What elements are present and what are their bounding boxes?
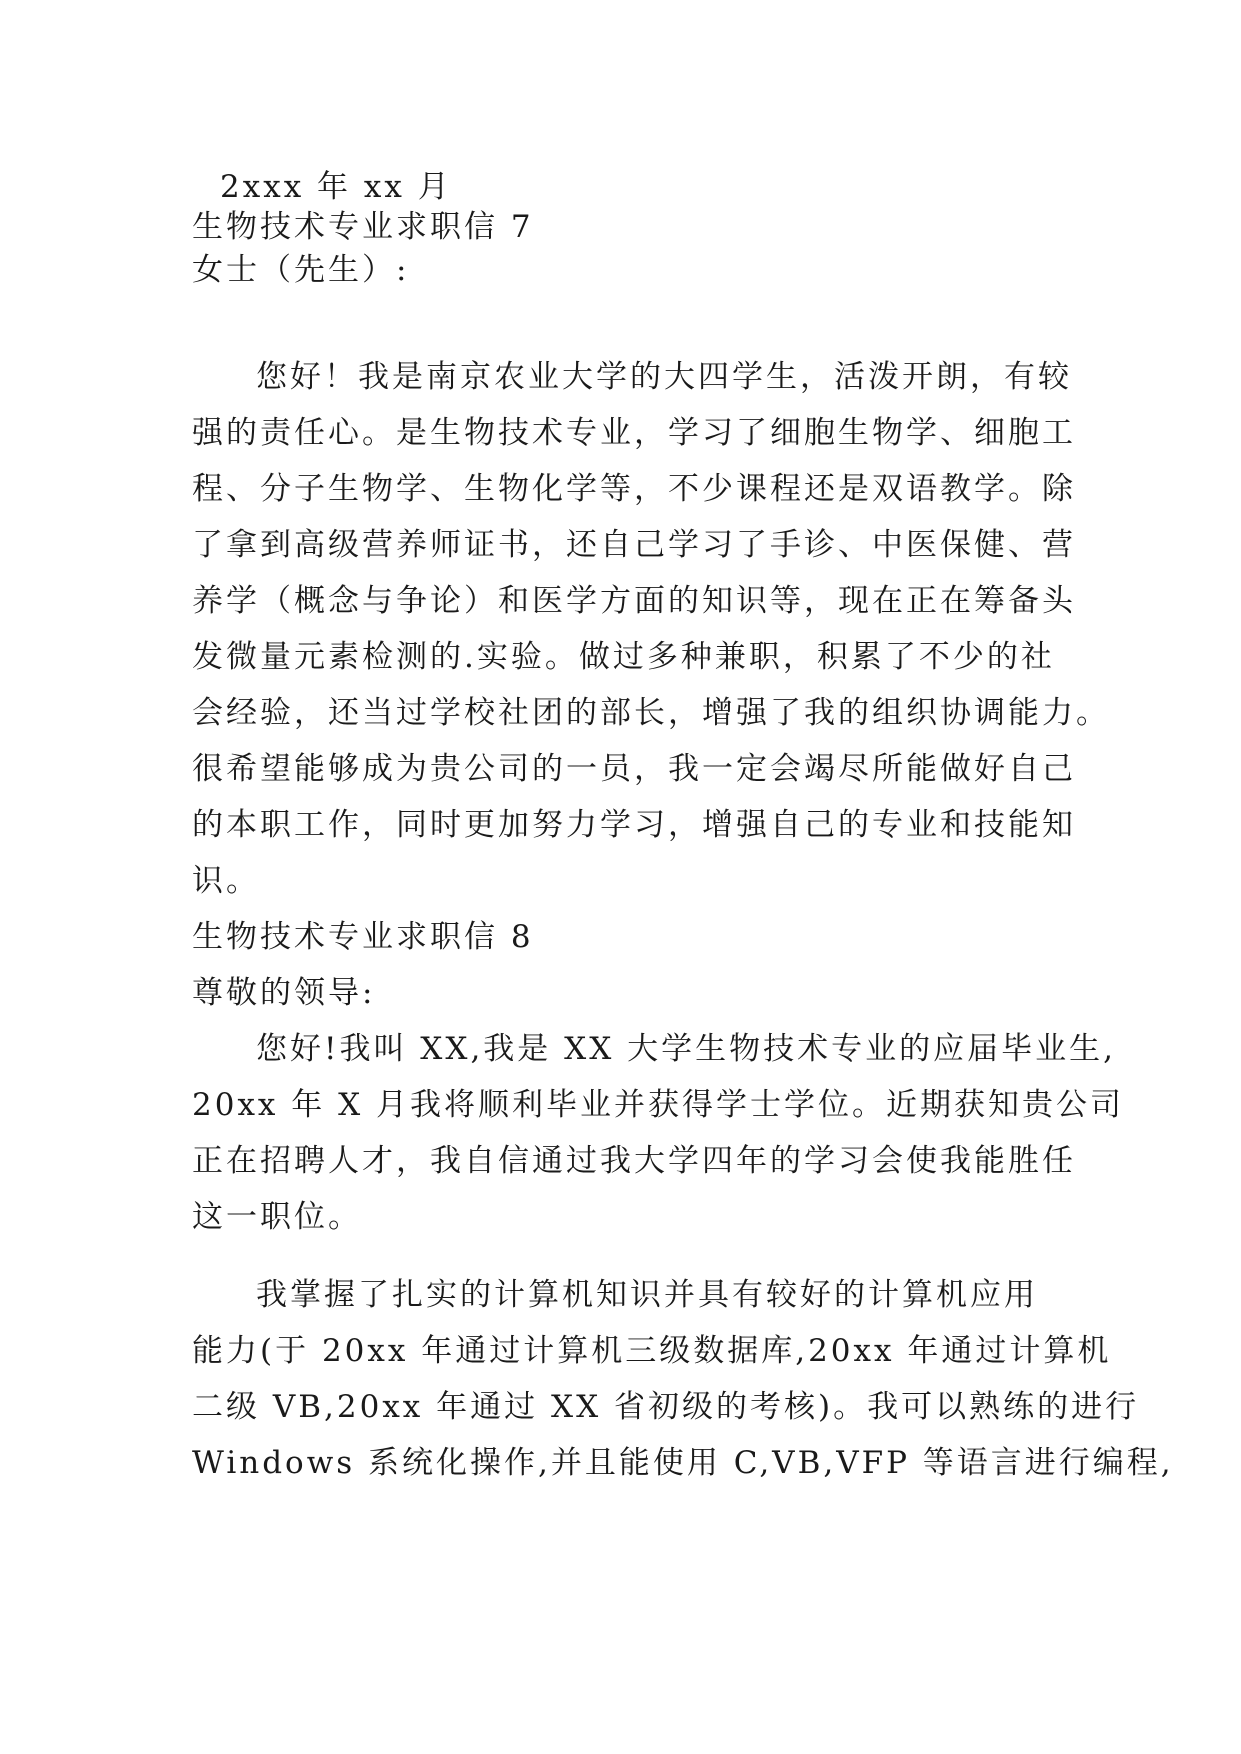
letter-8-paragraph-2-line: 二级 VB,20xx 年通过 XX 省初级的考核)。我可以熟练的进行 [192, 1389, 1140, 1425]
letter-8-paragraph-2-line: 能力(于 20xx 年通过计算机三级数据库,20xx 年通过计算机 [192, 1333, 1112, 1369]
letter-7-body-line: 程、分子生物学、生物化学等，不少课程还是双语教学。除 [192, 471, 1076, 507]
letter-7-body-line: 养学（概念与争论）和医学方面的知识等，现在正在筹备头 [192, 583, 1076, 619]
letter-8-paragraph-2-line: 我掌握了扎实的计算机知识并具有较好的计算机应用 [256, 1277, 1038, 1313]
letter-8-title: 生物技术专业求职信 8 [192, 919, 534, 955]
letter-7-salutation: 女士（先生）: [192, 252, 410, 288]
letter-7-title: 生物技术专业求职信 7 [192, 209, 534, 245]
letter-7-body-line: 的本职工作，同时更加努力学习，增强自己的专业和技能知 [192, 807, 1076, 843]
letter-7-body-line: 您好！我是南京农业大学的大四学生，活泼开朗，有较 [256, 359, 1072, 395]
letter-8-paragraph-1-line: 这一职位。 [192, 1199, 362, 1235]
letter-7-body-line: 强的责任心。是生物技术专业，学习了细胞生物学、细胞工 [192, 415, 1076, 451]
letter-7-body-line: 发微量元素检测的.实验。做过多种兼职，积累了不少的社 [192, 639, 1055, 675]
letter-7-body-line: 会经验，还当过学校社团的部长，增强了我的组织协调能力。 [192, 695, 1110, 731]
letter-8-paragraph-1-line: 20xx 年 X 月我将顺利毕业并获得学士学位。近期获知贵公司 [192, 1087, 1125, 1123]
letter-8-paragraph-1-line: 正在招聘人才，我自信通过我大学四年的学习会使我能胜任 [192, 1143, 1076, 1179]
letter-8-paragraph-2-line: Windows 系统化操作,并且能使用 C,VB,VFP 等语言进行编程, [192, 1445, 1174, 1481]
letter-8-salutation: 尊敬的领导: [192, 975, 376, 1011]
date-line: 2xxx 年 xx 月 [220, 169, 452, 205]
letter-7-body-line: 了拿到高级营养师证书，还自己学习了手诊、中医保健、营 [192, 527, 1076, 563]
letter-8-paragraph-1-line: 您好!我叫 XX,我是 XX 大学生物技术专业的应届毕业生, [256, 1031, 1117, 1067]
letter-7-body-line: 很希望能够成为贵公司的一员，我一定会竭尽所能做好自己 [192, 751, 1076, 787]
letter-7-body-line: 识。 [192, 863, 260, 899]
